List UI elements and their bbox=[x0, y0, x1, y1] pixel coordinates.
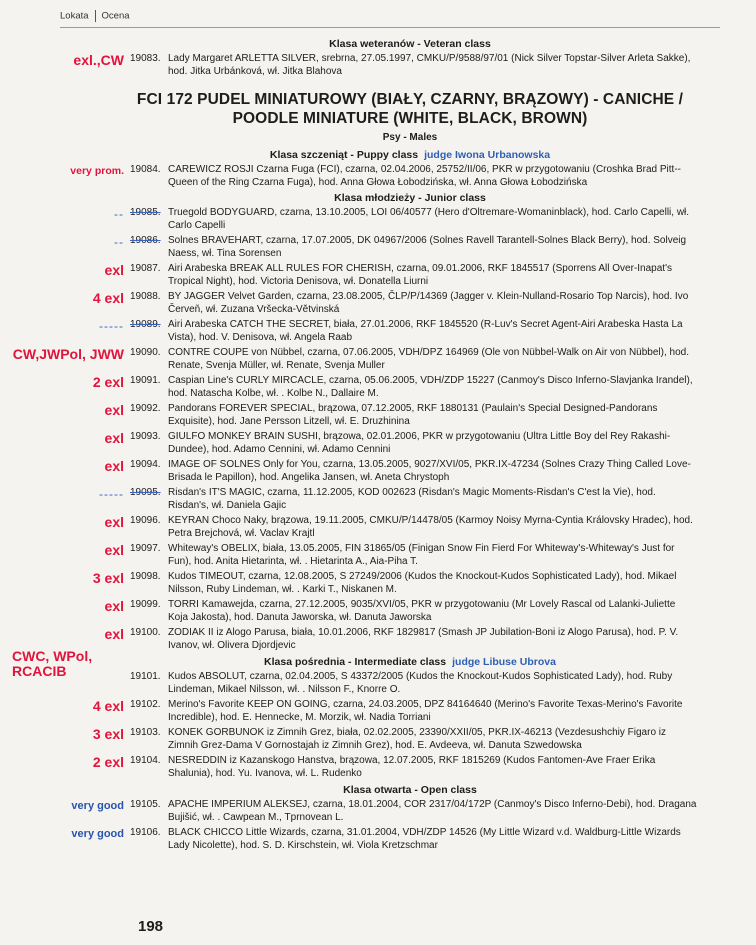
entry-text: CONTRE COUPE von Nübbel, czarna, 07.06.2005, VDH/DPZ 164969 (Ole von Nübbel-Walk on Air von Nübbel), hod. Renate, Svenja Müller, wł. Renate, Svenja Muller bbox=[168, 347, 689, 371]
entry-row bbox=[0, 375, 756, 400]
entry-number: 19092. bbox=[130, 403, 161, 414]
entry-row bbox=[0, 347, 756, 372]
entry-row bbox=[0, 543, 756, 568]
entry-number: 19086. bbox=[130, 235, 161, 246]
entry-number: 19093. bbox=[130, 431, 161, 442]
entry-grade: CWC, WPol, RCACIB bbox=[12, 648, 93, 679]
entry-row bbox=[0, 431, 756, 456]
entry-grade: exl bbox=[104, 514, 124, 530]
entry-number: 19087. bbox=[130, 263, 161, 274]
entry-grade: exl bbox=[104, 542, 124, 558]
entry-row bbox=[0, 599, 756, 624]
entry-row bbox=[0, 164, 756, 189]
catalog-content bbox=[0, 38, 756, 855]
entry-grade: 2 exl bbox=[92, 374, 124, 390]
entry-grade: ----- bbox=[99, 487, 124, 501]
sex-heading: Psy - Males bbox=[382, 132, 438, 143]
puppy-class-heading: Klasa szczeniąt - Puppy class judge Iwona Urbanowska bbox=[269, 149, 551, 161]
entry-text: Kudos ABSOLUT, czarna, 02.04.2005, S 43372/2005 (Kudos the Knockout-Kudos Sophisticated Lady), hod. Ruby Lindeman, Mikael Nilsson, wł. . Nilsson F., Knorre O. bbox=[168, 671, 673, 695]
entry-row bbox=[0, 487, 756, 512]
breed-title: FCI 172 PUDEL MINIATUROWY (BIAŁY, CZARNY, BRĄZOWY) - CANICHE / POODLE MINIATURE (WHITE, BLACK, BROWN) bbox=[136, 91, 684, 127]
entry-number: 19099. bbox=[130, 599, 161, 610]
entry-text: ZODIAK II iz Alogo Parusa, biała, 10.01.2006, RKF 1829817 (Smash JP Jubilation-Boni iz Alogo Parusa), hod. P. V. Ivanov, wł. Olivera Djordjevic bbox=[168, 627, 679, 651]
entry-text: Pandorans FOREVER SPECIAL, brązowa, 07.12.2005, RKF 1880131 (Paulain's Special Designed-Pandorans Exquisite), hod. Jane Persson Litzell, wł. E. Druzhinina bbox=[168, 403, 658, 427]
column-label-placement: Lokata bbox=[60, 10, 89, 22]
entry-row bbox=[0, 727, 756, 752]
entry-number: 19090. bbox=[130, 347, 161, 358]
entry-text: KEYRAN Choco Naky, brązowa, 19.11.2005, CMKU/P/14478/05 (Karmoy Noisy Myrna-Cyntia Královsky Hradec), hod. Petra Brejchová, wł. Vaclav Krajtl bbox=[168, 515, 693, 539]
entry-number: 19083. bbox=[130, 53, 161, 64]
entry-number: 19096. bbox=[130, 515, 161, 526]
entry-row bbox=[0, 291, 756, 316]
entry-row bbox=[0, 755, 756, 780]
entry-grade: -- bbox=[114, 235, 124, 249]
entry-number: 19103. bbox=[130, 727, 161, 738]
entry-grade: 4 exl bbox=[92, 290, 124, 306]
entry-row bbox=[0, 263, 756, 288]
entry-grade: very good bbox=[71, 828, 124, 840]
column-label-grade: Ocena bbox=[101, 10, 130, 22]
entry-text: APACHE IMPERIUM ALEKSEJ, czarna, 18.01.2004, COR 2317/04/172P (Canmoy's Disco Inferno-Debi), hod. Dragana Bujišić, wł. . Cawpean M., Tprnovean L. bbox=[168, 799, 697, 823]
entry-text: Airi Arabeska CATCH THE SECRET, biała, 27.01.2006, RKF 1845520 (R-Luv's Secret Agent-Airi Arabeska Hasta La Vista), hod. V. Denisova, wł. Angela Raab bbox=[168, 319, 683, 343]
entry-text: Merino's Favorite KEEP ON GOING, czarna, 24.03.2005, DPZ 84164640 (Merino's Favorite Texas-Merino's Favorite Incredible), hod. E. Hennecke, M. Morzik, wł. Nadia Torriani bbox=[168, 699, 683, 723]
entry-grade: 2 exl bbox=[92, 754, 124, 770]
entry-number: 19101. bbox=[130, 671, 161, 682]
entry-text: Truegold BODYGUARD, czarna, 13.10.2005, LOI 06/40577 (Hero d'Oltremare-Womaninblack), hod. Carlo Capelli, wł. Carlo Capelli bbox=[168, 207, 690, 231]
entry-text: BY JAGGER Velvet Garden, czarna, 23.08.2005, ČLP/P/14369 (Jagger v. Klein-Nulland-Rosario Top Narcis), hod. Ivo Červeň, wł. Zuzana Vršecka-Větvinská bbox=[168, 291, 689, 315]
entry-row bbox=[0, 207, 756, 232]
entry-grade: 3 exl bbox=[92, 570, 124, 586]
entry-grade: exl bbox=[104, 626, 124, 642]
entry-text: CAREWICZ ROSJI Czarna Fuga (FCI), czarna, 02.04.2006, 25752/II/06, PKR w przygotowaniu (Croshka Brad Pitt--Queen of the Ring Czarna Fuga), hod. Anna Głowa Łobodzińska, wł. Anna Głowa Łobodzińska bbox=[168, 164, 681, 188]
entry-row bbox=[0, 515, 756, 540]
entry-grade: exl bbox=[104, 598, 124, 614]
entry-row bbox=[0, 699, 756, 724]
entry-grade: exl bbox=[104, 262, 124, 278]
entry-number: 19100. bbox=[130, 627, 161, 638]
entry-number: 19088. bbox=[130, 291, 161, 302]
entry-text: Kudos TIMEOUT, czarna, 12.08.2005, S 27249/2006 (Kudos the Knockout-Kudos Sophisticated Lady), hod. Mikael Nilsson, Ruby Lindeman, wł. . Karki T., Niskanen M. bbox=[168, 571, 677, 595]
entry-text: IMAGE OF SOLNES Only for You, czarna, 13.05.2005, 9027/XVI/05, PKR.IX-47234 (Solnes Crazy Thing Called Love-Brisada le Papillon), hod. Angelika Jansen, wł. Aneta Chrystoph bbox=[168, 459, 691, 483]
entry-text: GIULFO MONKEY BRAIN SUSHI, brązowa, 02.01.2006, PKR w przygotowaniu (Ultra Little Boy del Rey Rakashi-Dundee), hod. Adamo Cennini, wł. Adamo Cennini bbox=[168, 431, 671, 455]
entry-number: 19097. bbox=[130, 543, 161, 554]
entry-text: BLACK CHICCO Little Wizards, czarna, 31.01.2004, VDH/ZDP 14526 (My Little Wizard v.d. Waldburg-Little Wizards Lady Nicolette), hod. S. D. Kirschstein, wł. Viola Kretzschmar bbox=[168, 827, 681, 851]
column-header bbox=[60, 10, 130, 22]
entry-row bbox=[0, 235, 756, 260]
intermediate-class-heading: Klasa pośrednia - Intermediate class judge Libuse Ubrova bbox=[264, 656, 556, 668]
entry-row bbox=[0, 53, 756, 78]
entry-row bbox=[0, 571, 756, 596]
entry-number: 19085. bbox=[130, 207, 161, 218]
entry-grade: exl bbox=[104, 402, 124, 418]
entry-text: Risdan's IT'S MAGIC, czarna, 11.12.2005, KOD 002623 (Risdan's Magic Moments-Risdan's C'est la Vie), hod. Risdan's, wł. Daniela Gajic bbox=[168, 487, 656, 511]
entry-grade: very good bbox=[71, 800, 124, 812]
veteran-class-heading: Klasa weteranów - Veteran class bbox=[329, 38, 491, 50]
entry-text: Whiteway's OBELIX, biała, 13.05.2005, FIN 31865/05 (Finigan Snow Fin Fierd For Whiteway's-Whiteway's Just for Fun), hod. Anita Hietarinta, wł. . Hietarinta A., Aia-Piha T. bbox=[168, 543, 675, 567]
header-rule bbox=[60, 27, 720, 28]
judge-name: judge Libuse Ubrova bbox=[452, 656, 556, 668]
entry-number: 19098. bbox=[130, 571, 161, 582]
entry-grade: 3 exl bbox=[92, 726, 124, 742]
entry-number: 19105. bbox=[130, 799, 161, 810]
entry-number: 19094. bbox=[130, 459, 161, 470]
entry-grade: 4 exl bbox=[92, 698, 124, 714]
entry-grade: exl.,CW bbox=[73, 52, 124, 68]
entry-grade: CW,JWPol, JWW bbox=[12, 346, 124, 362]
entry-grade: -- bbox=[114, 207, 124, 221]
entry-row bbox=[0, 319, 756, 344]
entry-text: Caspian Line's CURLY MIRCACLE, czarna, 05.06.2005, VDH/ZDP 15227 (Canmoy's Disco Inferno-Slavjanka Irandel), hod. Natascha Kolbe, wł. . Kolbe N., Dallaire M. bbox=[168, 375, 693, 399]
page-number: 198 bbox=[138, 918, 164, 935]
judge-name: judge Iwona Urbanowska bbox=[424, 149, 551, 161]
entry-row bbox=[0, 459, 756, 484]
entry-row bbox=[0, 799, 756, 824]
entry-grade: very prom. bbox=[70, 165, 124, 177]
entry-number: 19084. bbox=[130, 164, 161, 175]
entry-text: KONEK GORBUNOK iz Zimnih Grez, biała, 02.02.2005, 23390/XXII/05, PKR.IX-46213 (Vezdesushchiy Figaro iz Zimnih Grez-Dama V Gornostajah iz Zimnih Grez), hod. E. Avdeeva, wł. Danuta Szwedowska bbox=[168, 727, 667, 751]
junior-class-heading: Klasa młodzieży - Junior class bbox=[334, 192, 486, 204]
column-separator bbox=[95, 10, 96, 22]
entry-text: TORRI Kamawejda, czarna, 27.12.2005, 9035/XVI/05, PKR w przygotowaniu (Mr Lovely Rascal od Lalanki-Juliette Koja Jakosta), hod. Danuta Jaworska, wł. Danuta Jaworska bbox=[168, 599, 676, 623]
entry-number: 19106. bbox=[130, 827, 161, 838]
entry-grade: exl bbox=[104, 430, 124, 446]
entry-number: 19095. bbox=[130, 487, 161, 498]
entry-number: 19104. bbox=[130, 755, 161, 766]
entry-text: Solnes BRAVEHART, czarna, 17.07.2005, DK 04967/2006 (Solnes Ravell Tarantell-Solnes Black Berry), hod. Solveig Naess, wł. Tina Sorensen bbox=[168, 235, 687, 259]
entry-number: 19089. bbox=[130, 319, 161, 330]
entry-text: Lady Margaret ARLETTA SILVER, srebrna, 27.05.1997, CMKU/P/9588/97/01 (Nick Silver Topstar-Silver Arleta Sakke), hod. Jitka Urbánková, wł. Jitka Blahova bbox=[168, 53, 691, 77]
entry-text: NESREDDIN iz Kazanskogo Hanstva, brązowa, 12.07.2005, RKF 1815269 (Kudos Fantomen-Ave Fraer Erika Shalunia), hod. Yu. Ivanova, wł. L. Rudenko bbox=[168, 755, 656, 779]
entry-number: 19091. bbox=[130, 375, 161, 386]
entry-grade: exl bbox=[104, 458, 124, 474]
open-class-heading: Klasa otwarta - Open class bbox=[343, 784, 477, 796]
entry-row bbox=[0, 827, 756, 852]
entry-row bbox=[0, 403, 756, 428]
entry-number: 19102. bbox=[130, 699, 161, 710]
entry-text: Airi Arabeska BREAK ALL RULES FOR CHERISH, czarna, 09.01.2006, RKF 1845517 (Sporrens All Over-Inapat's Tropical Night), hod. Victoria Denisova, wł. Donatella Liurni bbox=[168, 263, 672, 287]
entry-grade: ----- bbox=[99, 319, 124, 333]
